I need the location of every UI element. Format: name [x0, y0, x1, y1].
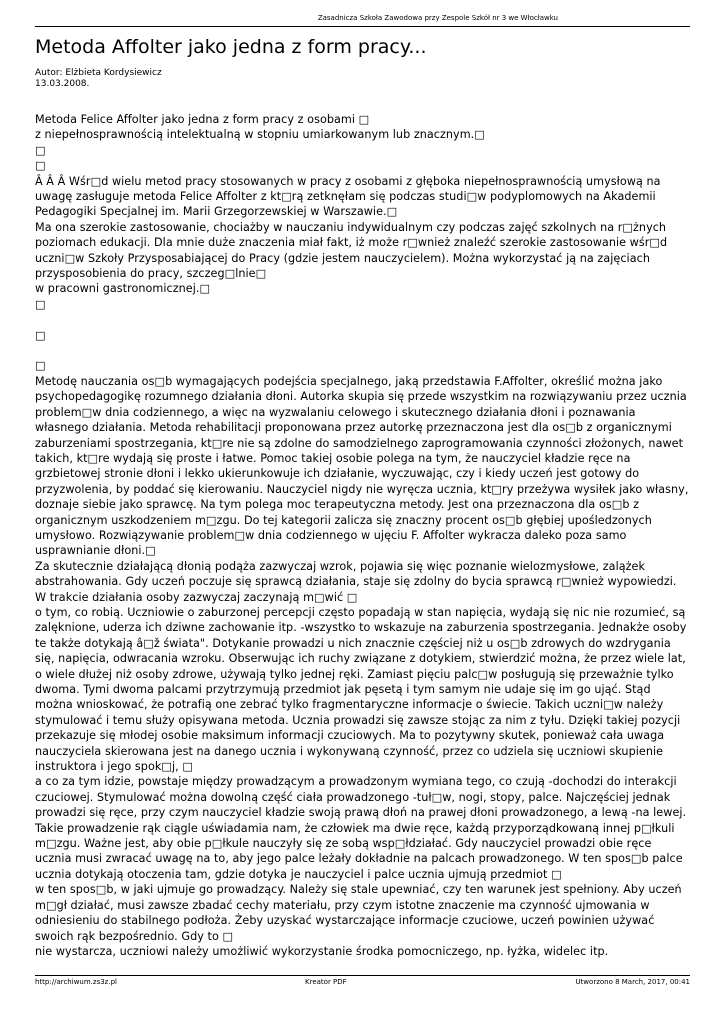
body-paragraph: Za skutecznie działającą dłonią podąża zazwyczaj wzrok, pojawia się więc poznanie wielozmysłowe, zalążek abstrahowania. Gdy uczeń poczuje się sprawcą działania, staje się zdolny do bycia sprawcą r□wnież wypowiedzi. W trakcie działania osoby zazwyczaj zaczynają m□wić □: [35, 559, 677, 604]
body-paragraph: □: [35, 359, 46, 373]
body-paragraph: z niepełnosprawnością intelektualną w stopniu umiarkowanym lub znacznym.□: [35, 128, 485, 142]
page-header: [35, 14, 690, 27]
body-paragraph: w ten spos□b, w jaki ujmuje go prowadzący. Należy się stale upewniać, czy ten warunek jest spełniony. Aby uczeń m□gł działać, musi zawsze zbadać cechy materiału, przy czym istotne znaczenie ma czynność ujmowania w odniesieniu do stabilnego podłoża. Żeby uzyskać wystarczające informacje czuciowe, uczeń powinien używać swoich rąk bezpośrednio. Gdy to □: [35, 883, 682, 943]
body-paragraph: o tym, co robią. Uczniowie o zaburzonej percepcji często popadają w stan napięcia, wydają się nic nie rozumieć, są zalęknione, uderza ich dziwne zachowanie itp. -wszystko to wskazuje na zaburzenia spostrzegania. Jednakże osoby te także dotykają â□ž świata". Dotykanie prowadzi u nich znacznie częściej niż u os□b zdrowych do wzdrygania się, napięcia, odwracania wzroku. Obserwując ich ruchy związane z dotykiem, stwierdzić można, że przez wiele lat, o wiele dłużej niż osoby zdrowe, używają tylko jednej ręki. Zamiast pięciu palc□w posługują się przeważnie tylko dwoma. Tymi dwoma palcami przytrzymują przedmiot jak pęsetą i tym samym nie udaje się im go ująć. Stąd można wnioskować, że potrafią one zebrać tylko fragmentaryczne informacje o świecie. Takich uczni□w należy stymulować i temu służy opisywana metoda. Ucznia prowadzi się zawsze stojąc za nim z tyłu. Dzięki takiej pozycji przekazuje się młodej osobie maksimum informacji czuciowych. Ma to pozytywny skutek, ponieważ cała uwaga nauczyciela skierowana jest na danego ucznia i wykonywaną czynność, przez co udziela się uczniowi skupienie instruktora i jego spok□j, □: [35, 605, 687, 774]
body-paragraph: Â Â Â Wśr□d wielu metod pracy stosowanych w pracy z osobami z głęboka niepełnosprawnością umysłową na uwagę zasługuje metoda Felice Affolter z kt□rą zetknęłam się podczas studi□w podyplomowych na Akademii Pedagogiki Specjalnej im. Marii Grzegorzewskiej w Warszawie.□: [35, 174, 661, 219]
body-paragraph: □: [35, 143, 46, 157]
article-title: Metoda Affolter jako jedna z form pracy...: [35, 36, 427, 58]
body-paragraph: a co za tym idzie, powstaje między prowadzącym a prowadzonym wymiana tego, co czują -dochodzi do interakcji czuciowej. Stymulować można dowolną część ciała prowadzonego -tuł□w, nogi, stopy, palce. Najczęściej jednak prowadzi się ręce, przy czym nauczyciel kładzie swoją prawą dłoń na prawej dłoni prowadzonego, a lewą -na lewej. Takie prowadzenie rąk ciągle uświadamia nam, że człowiek ma dwie ręce, każdą przyporządkowaną innej p□łkuli m□zgu. Ważne jest, aby obie p□łkule nauczyły się ze sobą wsp□łdziałać. Gdy nauczyciel prowadzi obie ręce ucznia musi zwracać uwagę na to, aby jego palce leżały dokładnie na palcach prowadzonego. W ten spos□b palce ucznia dotykają otoczenia tam, gdzie dotyka je nauczyciel i palce ucznia ujmują przedmiot □: [35, 775, 687, 881]
article-meta: [35, 68, 162, 90]
page-footer: [35, 975, 690, 988]
body-paragraph: □: [35, 159, 46, 173]
created-timestamp: Utworzono 8 March, 2017, 00:41: [575, 978, 690, 986]
body-paragraph: Ma ona szerokie zastosowanie, chociażby w nauczaniu indywidualnym czy podczas zajęć szkolnych na r□żnych poziomach edukacji. Dla mnie duże znaczenia miał fakt, iż może r□wnież znaleźć szerokie zastosowanie wśr□d uczni□w Szkoły Przysposabiającej do Pracy (gdzie jestem nauczycielem). Można wykorzystać ją na zajęciach przysposobienia do pracy, szczeg□lnie□: [35, 220, 668, 281]
body-paragraph: Metodę nauczania os□b wymagających podejścia specjalnego, jaką przedstawia F.Affolter, określić można jako psychopedagogikę rozumnego działania dłoni. Autorka skupia się przede wszystkim na rozwiązywaniu przez ucznia problem□w dnia codziennego, a więc na wyzwalaniu celowego i skutecznego działania dłoni i poznawania własnego działania. Metoda rehabilitacji proponowana przez autorkę przeznaczona jest dla os□b z organicznymi zaburzeniami spostrzegania, kt□re nie są zdolne do samodzielnego zaprogramowania czynności złożonych, nawet takich, kt□re wydają się proste i łatwe. Pomoc takiej osobie polega na tym, że nauczyciel kładzie ręce na grzbietowej stronie dłoni i lekko ukierunkowuje ich działanie, wyczuwając, czy i kiedy uczeń jest gotowy do przyzwolenia, by poddać się kierowaniu. Nauczyciel nigdy nie wyręcza ucznia, kt□ry przeżywa wysiłek jako własny, doznaje siebie jako sprawcę. Na tym polega moc terapeutyczna metody. Jest ona przeznaczona dla os□b z organicznym uszkodzeniem m□zgu. Do tej kategorii zalicza się znaczny procent os□b głębiej upośledzonych umysłowo. Rozwiązywanie problem□w dnia codziennego w ujęciu F. Affolter wykracza daleko poza samo usprawnianie dłoni.□: [35, 374, 689, 558]
publish-date: 13.03.2008.: [35, 79, 90, 89]
body-paragraph: nie wystarcza, uczniowi należy umożliwić wykorzystanie środka pomocniczego, np. łyżka, widelec itp.: [35, 944, 609, 958]
generator-label: Kreator PDF: [305, 978, 347, 986]
author-line: Autor: Elżbieta Kordysiewicz: [35, 68, 162, 78]
archive-link[interactable]: http://archiwum.zs3z.pl: [35, 978, 117, 986]
body-paragraph: w pracowni gastronomicznej.□: [35, 282, 211, 296]
school-name: Zasadnicza Szkoła Zawodowa przy Zespole Szkół nr 3 we Włocławku: [317, 14, 558, 22]
blank-line: [35, 343, 691, 358]
article-body: [35, 112, 691, 959]
body-paragraph: Metoda Felice Affolter jako jedna z form pracy z osobami □: [35, 113, 370, 126]
blank-line: [35, 312, 691, 327]
body-paragraph: □: [35, 297, 46, 311]
body-paragraph: □: [35, 328, 46, 342]
